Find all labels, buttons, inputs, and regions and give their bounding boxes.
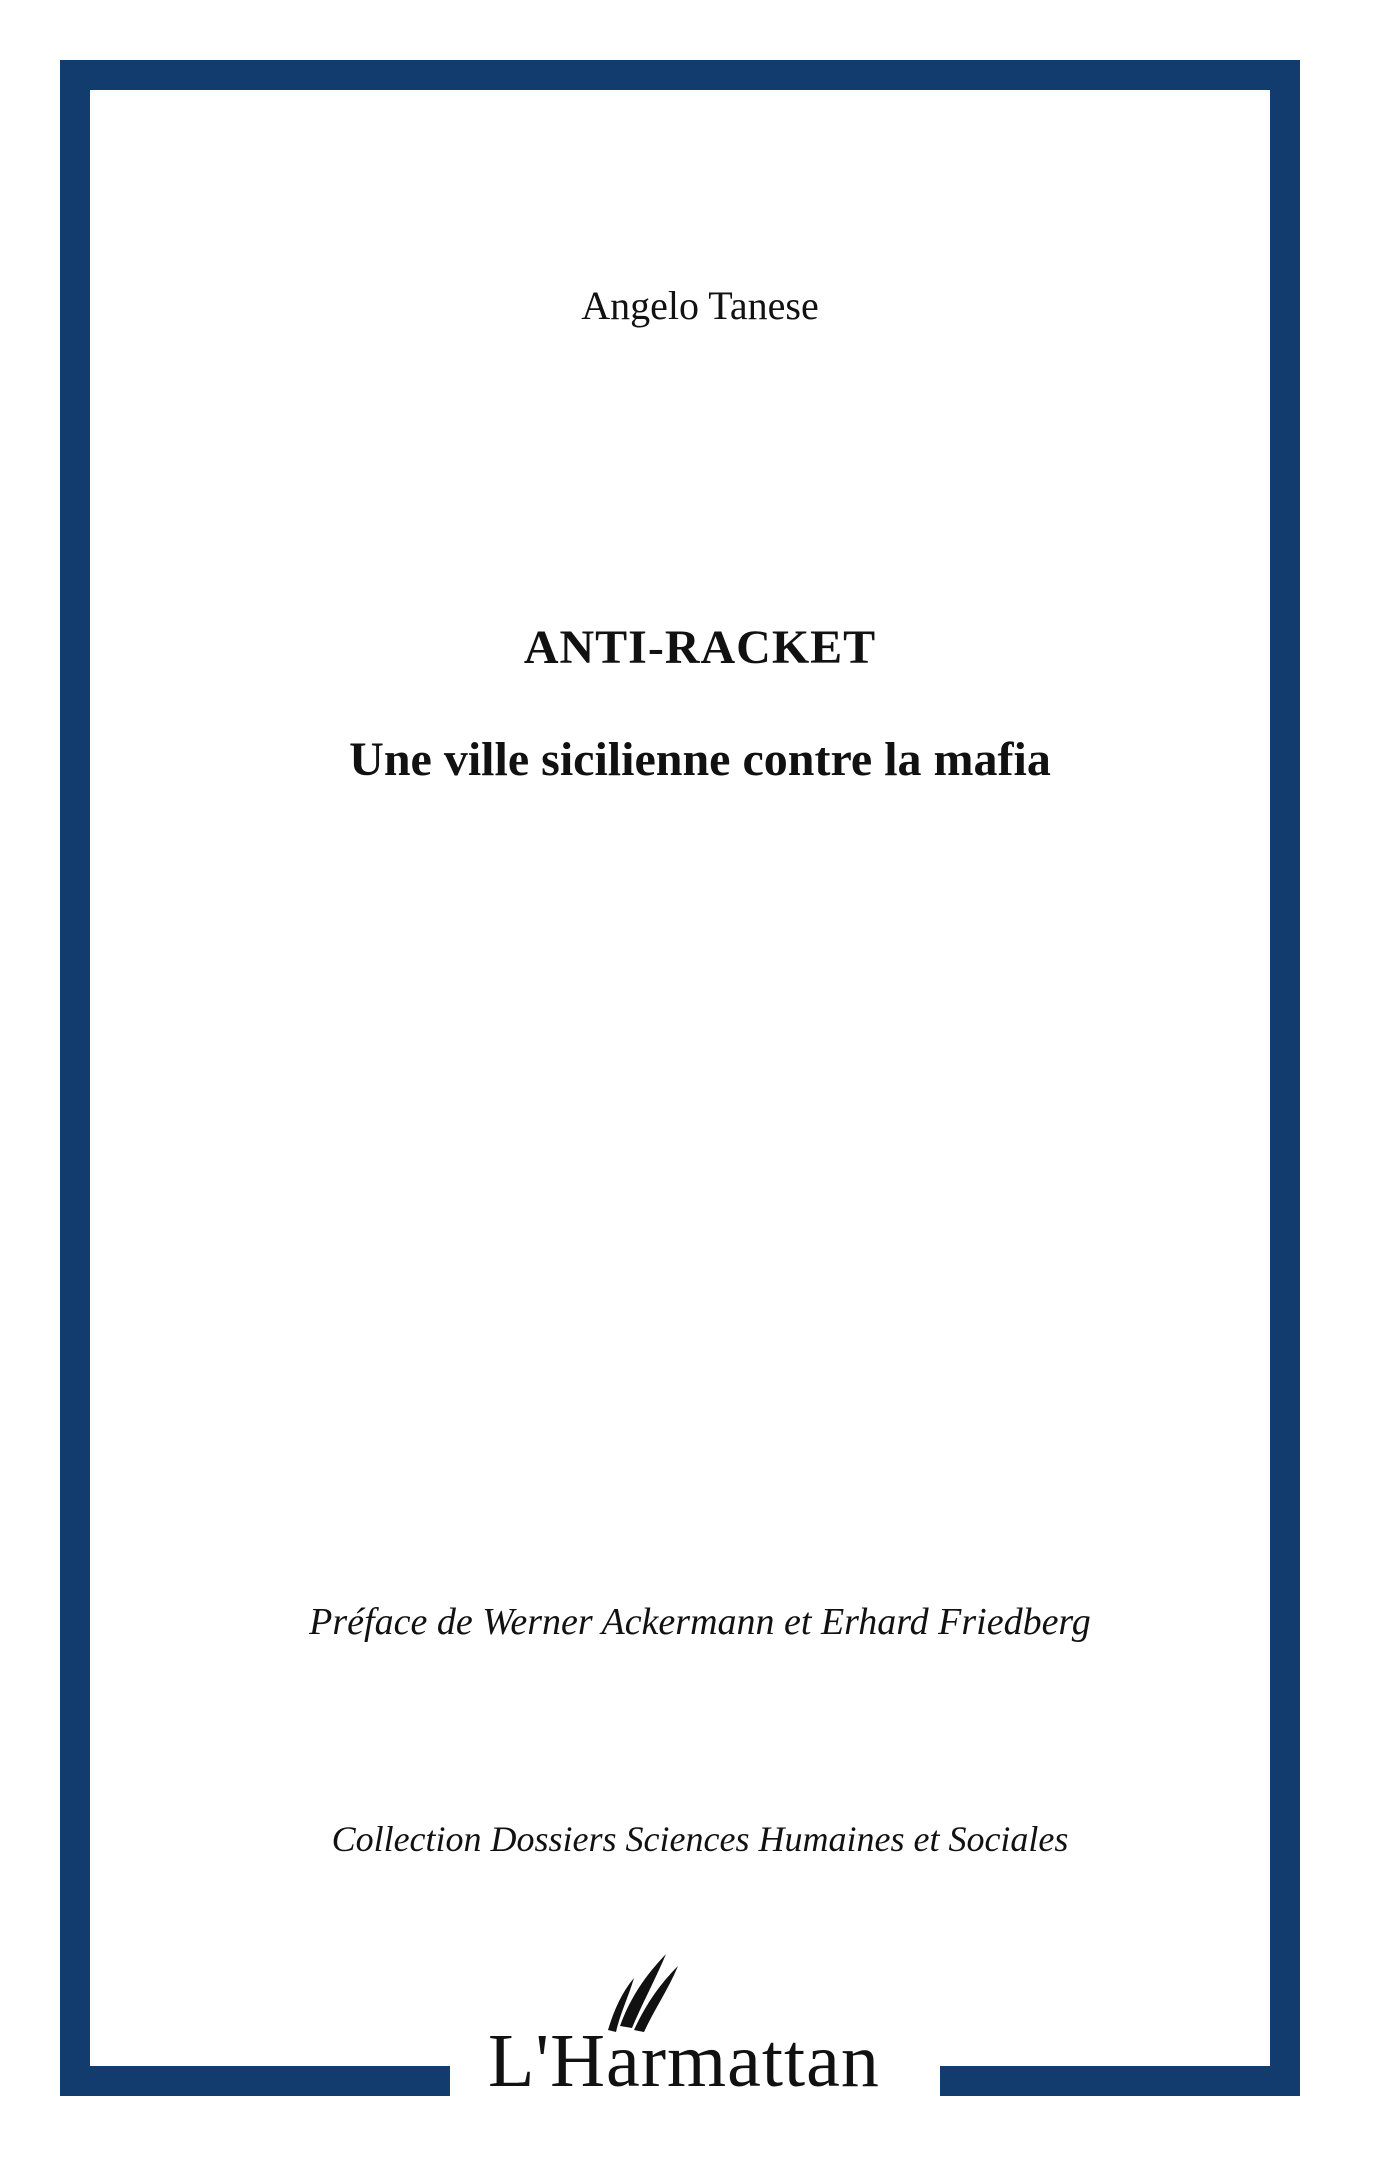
cover-frame: [60, 60, 1300, 2096]
collection-name: Collection Dossiers Sciences Humaines et Sociales: [331, 1819, 1069, 1859]
preface-credit: Préface de Werner Ackermann et Erhard Friedberg: [309, 1601, 1091, 1643]
logo-wordmark: L'Harmattan: [488, 2019, 880, 2098]
book-subtitle: Une ville sicilienne contre la mafia: [349, 733, 1051, 786]
publisher-logo: [480, 1948, 920, 2098]
book-title: ANTI-RACKET: [523, 621, 877, 674]
author-name: Angelo Tanese: [581, 283, 819, 328]
